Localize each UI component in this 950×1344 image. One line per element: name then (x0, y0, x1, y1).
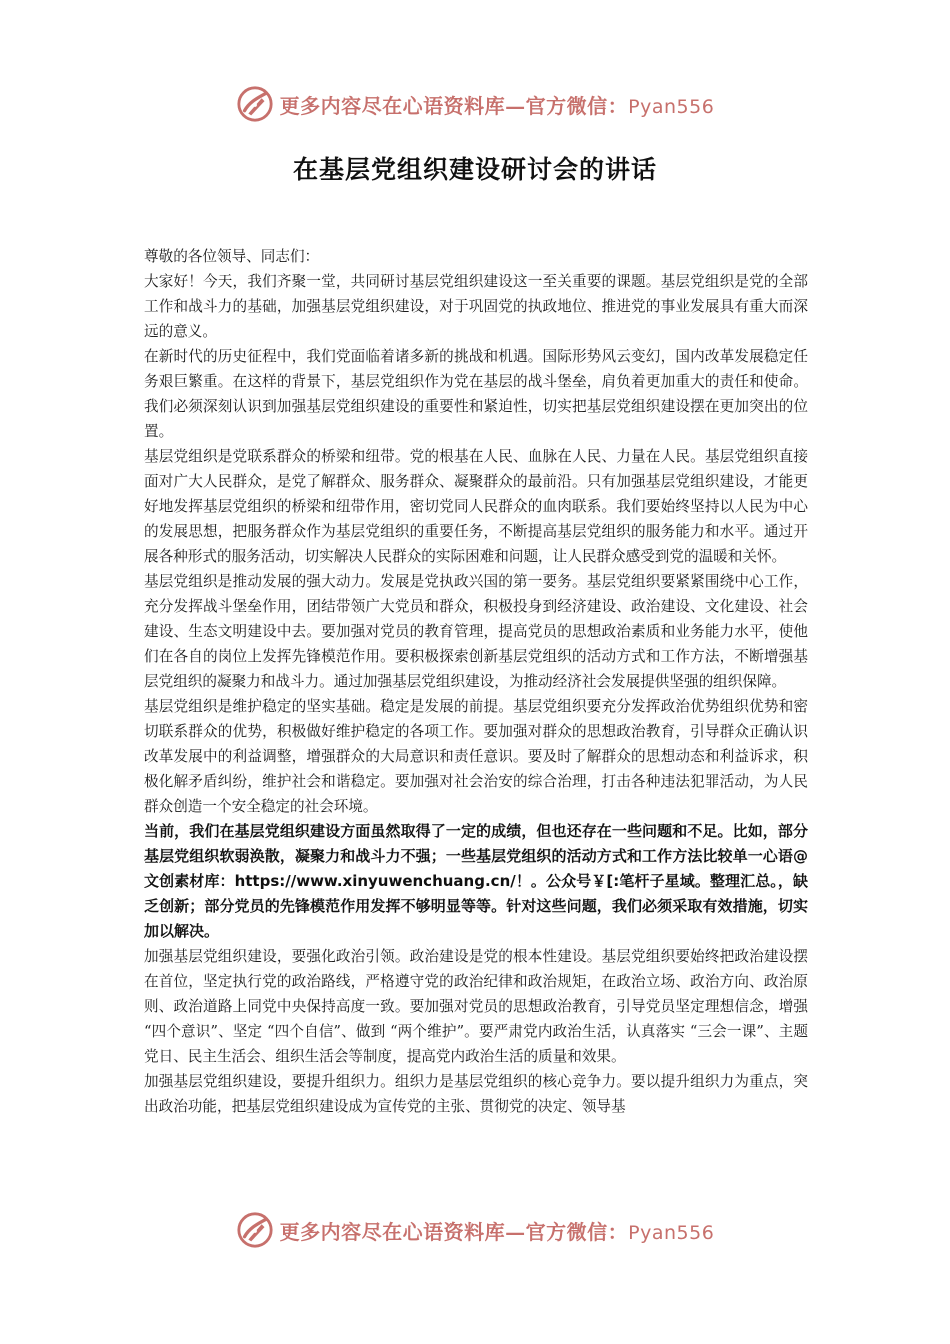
watermark-wechat-id: Pyan556 (628, 95, 715, 118)
pen-scroll-icon (236, 85, 274, 123)
paragraph: 大家好！今天，我们齐聚一堂，共同研讨基层党组织建设这一至关重要的课题。基层党组织是党的全部工作和战斗力的基础，加强基层党组织建设，对于巩固党的执政地位、推进党的事业发展具有重大而深远的意义。 (144, 273, 808, 340)
watermark-wechat-id: Pyan556 (628, 1221, 715, 1244)
watermark-text (280, 90, 715, 119)
pen-scroll-icon (236, 1211, 274, 1249)
paragraph: 加强基层党组织建设，要强化政治引领。政治建设是党的根本性建设。基层党组织要始终把政治建设摆在首位，坚定执行党的政治路线，严格遵守党的政治纪律和政治规矩，在政治立场、政治方向、政治原则、政治道路上同党中央保持高度一致。要加强对党员的思想政治教育，引导党员坚定理想信念，增强 “四个意识”、坚定 “四个自信”、做到 “两个维护”。要严肃党内政治生活，认真落实 “三会一课”、主题党日、民主生活会、组织生活会等制度，提高党内政治生活的质量和效果。 (144, 948, 808, 1065)
header-watermark-banner (0, 82, 950, 126)
paragraph: 基层党组织是党联系群众的桥梁和纽带。党的根基在人民、血脉在人民、力量在人民。基层党组织直接面对广大人民群众，是党了解群众、服务群众、凝聚群众的最前沿。只有加强基层党组织建设，才能更好地发挥基层党组织的桥梁和纽带作用，密切党同人民群众的血肉联系。我们要始终坚持以人民为中心的发展思想，把服务群众作为基层党组织的重要任务，不断提高基层党组织的服务能力和水平。通过开展各种形式的服务活动，切实解决人民群众的实际困难和问题，让人民群众感受到党的温暖和关怀。 (144, 448, 808, 565)
salutation: 尊敬的各位领导、同志们： (144, 248, 320, 265)
paragraph-bold: 当前，我们在基层党组织建设方面虽然取得了一定的成绩，但也还存在一些问题和不足。比如，部分基层党组织软弱涣散，凝聚力和战斗力不强；一些基层党组织的活动方式和工作方法比较单一心语@文创素材库：https://www.xinyuwenchuang.cn/！。公众号￥[:笔杆子星域。整理汇总。，缺乏创新；部分党员的先锋模范作用发挥不够明显等等。针对这些问题，我们必须采取有效措施，切实加以解决。 (144, 822, 808, 940)
watermark-brand: 更多内容尽在心语资料库—官方微信： (279, 1219, 629, 1244)
paragraph: 在新时代的历史征程中，我们党面临着诸多新的挑战和机遇。国际形势风云变幻，国内改革发展稳定任务艰巨繁重。在这样的背景下，基层党组织作为党在基层的战斗堡垒，肩负着更加重大的责任和使命。我们必须深刻认识到加强基层党组织建设的重要性和紧迫性，切实把基层党组织建设摆在更加突出的位置。 (144, 348, 808, 440)
watermark-text (280, 1216, 715, 1245)
watermark-brand: 更多内容尽在心语资料库—官方微信： (279, 93, 629, 118)
paragraph: 基层党组织是维护稳定的坚实基础。稳定是发展的前提。基层党组织要充分发挥政治优势组织优势和密切联系群众的优势，积极做好维护稳定的各项工作。要加强对群众的思想政治教育，引导群众正确认识改革发展中的利益调整，增强群众的大局意识和责任意识。要及时了解群众的思想动态和利益诉求，积极化解矛盾纠纷，维护社会和谐稳定。要加强对社会治安的综合治理，打击各种违法犯罪活动，为人民群众创造一个安全稳定的社会环境。 (144, 698, 808, 815)
paragraph: 基层党组织是推动发展的强大动力。发展是党执政兴国的第一要务。基层党组织要紧紧围绕中心工作，充分发挥战斗堡垒作用，团结带领广大党员和群众，积极投身到经济建设、政治建设、文化建设、社会建设、生态文明建设中去。要加强对党员的教育管理，提高党员的思想政治素质和业务能力水平，使他们在各自的岗位上发挥先锋模范作用。要积极探索创新基层党组织的活动方式和工作方法，不断增强基层党组织的凝聚力和战斗力。通过加强基层党组织建设，为推动经济社会发展提供坚强的组织保障。 (144, 573, 808, 690)
paragraph: 加强基层党组织建设，要提升组织力。组织力是基层党组织的核心竞争力。要以提升组织力为重点，突出政治功能，把基层党组织建设成为宣传党的主张、贯彻党的决定、领导基 (144, 1073, 808, 1115)
document-body (144, 244, 808, 1119)
footer-watermark-banner (0, 1208, 950, 1252)
document-title: 在基层党组织建设研讨会的讲话 (292, 155, 657, 184)
